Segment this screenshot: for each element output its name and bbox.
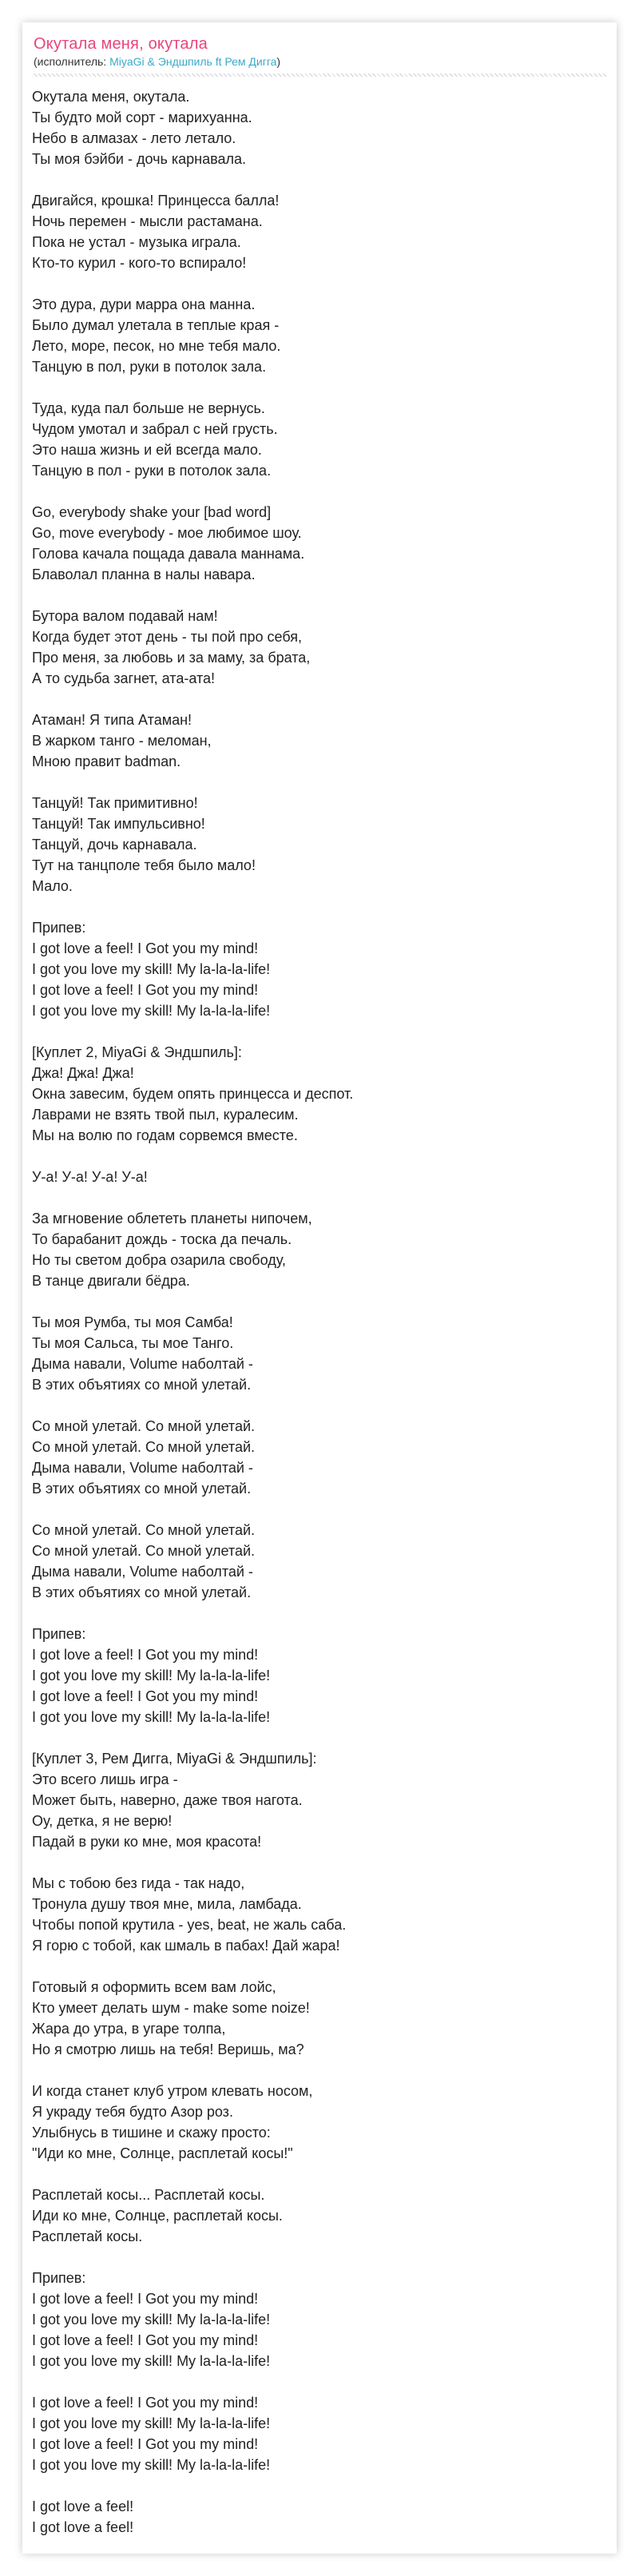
- lyrics-line: Я украду тебя будто Азор роз.: [32, 2104, 233, 2120]
- lyrics-stanza: [32, 2392, 617, 2475]
- lyrics-stanza: [32, 294, 617, 377]
- lyrics-line: Чтобы попой крутила - yes, beat, не жаль саба.: [32, 1917, 347, 1933]
- lyrics-stanza: [32, 1977, 617, 2060]
- lyrics-line: Дыма навали, Volume наболтай -: [32, 1564, 253, 1580]
- lyrics-line: В танце двигали бёдра.: [32, 1273, 190, 1289]
- lyrics-line: I got love a feel! I Got you my mind!: [32, 2395, 259, 2411]
- lyrics-line: Танцуй! Так импульсивно!: [32, 816, 205, 832]
- lyrics-line: У-а! У-а! У-а! У-а!: [32, 1169, 148, 1185]
- lyrics-line: Окутала меня, окутала.: [32, 89, 190, 105]
- divider: [32, 74, 607, 77]
- lyrics-line: За мгновение облететь планеты нипочем,: [32, 1210, 312, 1226]
- lyrics-line: I got you love my skill! My la-la-la-life!: [32, 2353, 271, 2369]
- lyrics-line: Кто-то курил - кого-то вспирало!: [32, 255, 247, 271]
- lyrics-stanza: [32, 2184, 617, 2247]
- performer-link[interactable]: MiyaGi & Эндшпиль ft Рем Дигга: [109, 55, 277, 68]
- lyrics-line: Мы с тобою без гида - так надо,: [32, 1875, 245, 1891]
- lyrics-card: [22, 22, 617, 2554]
- lyrics-line: Расплетай косы... Расплетай косы.: [32, 2187, 265, 2203]
- lyrics-line: Улыбнусь в тишине и скажу просто:: [32, 2125, 271, 2141]
- lyrics-line: Иди ко мне, Солнце, расплетай косы.: [32, 2208, 283, 2224]
- lyrics-line: Это наша жизнь и ей всегда мало.: [32, 442, 262, 458]
- lyrics-stanza: [32, 2268, 617, 2371]
- lyrics-line: Лаврами не взять твой пыл, куралесим.: [32, 1107, 299, 1123]
- lyrics-line: И когда станет клуб утром клевать носом,: [32, 2083, 313, 2099]
- lyrics-line: Про меня, за любовь и за маму, за брата,: [32, 650, 311, 666]
- lyrics-line: А то судьба загнет, ата-ата!: [32, 670, 216, 686]
- lyrics-line: Go, everybody shake your [bad word]: [32, 504, 272, 520]
- lyrics-line: I got love a feel! I Got you my mind!: [32, 2332, 259, 2348]
- lyrics-stanza: [32, 1167, 617, 1187]
- lyrics-stanza: [32, 2081, 617, 2164]
- lyrics-line: I got you love my skill! My la-la-la-life!: [32, 2415, 271, 2431]
- lyrics-line: I got love a feel!: [32, 2519, 134, 2535]
- lyrics-line: Блаволал планна в налы навара.: [32, 566, 256, 582]
- lyrics-line: Лето, море, песок, но мне тебя мало.: [32, 338, 281, 354]
- lyrics-line: I got you love my skill! My la-la-la-life!: [32, 961, 271, 977]
- lyrics-line: В этих объятиях со мной улетай.: [32, 1377, 252, 1393]
- performer-suffix: ): [276, 55, 281, 68]
- lyrics-stanza: [32, 606, 617, 689]
- lyrics-line: Небо в алмазах - лето летало.: [32, 130, 236, 146]
- lyrics-stanza: [32, 1624, 617, 1727]
- lyrics-stanza: [32, 917, 617, 1021]
- lyrics-line: Бутора валом подавай нам!: [32, 608, 218, 624]
- lyrics-stanza: [32, 1520, 617, 1603]
- lyrics-stanza: [32, 1873, 617, 1956]
- lyrics-stanza: [32, 398, 617, 481]
- lyrics-stanza: [32, 190, 617, 273]
- lyrics-line: Джа! Джа! Джа!: [32, 1065, 134, 1081]
- lyrics-line: [Куплет 2, MiyaGi & Эндшпиль]:: [32, 1044, 242, 1060]
- lyrics-line: Кто умеет делать шум - make some noize!: [32, 2000, 310, 2016]
- lyrics-stanza: [32, 1416, 617, 1499]
- lyrics-line: В этих объятиях со мной улетай.: [32, 1584, 252, 1600]
- lyrics-line: Это дура, дури марра она манна.: [32, 296, 256, 312]
- lyrics-line: Танцуй, дочь карнавала.: [32, 837, 197, 853]
- lyrics-stanza: [32, 2496, 617, 2538]
- lyrics-line: Припев:: [32, 1626, 86, 1642]
- lyrics-stanza: [32, 1312, 617, 1395]
- lyrics-line: Ночь перемен - мысли растамана.: [32, 213, 263, 229]
- lyrics-line: Атаман! Я типа Атаман!: [32, 712, 192, 728]
- lyrics-line: Танцую в пол, руки в потолок зала.: [32, 359, 267, 375]
- lyrics-line: Мало.: [32, 878, 73, 894]
- lyrics-line: Танцуй! Так примитивно!: [32, 795, 198, 811]
- lyrics-line: I got you love my skill! My la-la-la-life!: [32, 2457, 271, 2473]
- performer-prefix: (исполнитель:: [34, 55, 110, 68]
- lyrics-line: Мною правит badman.: [32, 753, 181, 769]
- lyrics-line: Дыма навали, Volume наболтай -: [32, 1460, 253, 1476]
- lyrics-line: I got love a feel! I Got you my mind!: [32, 940, 259, 956]
- lyrics-line: [Куплет 3, Рем Дигга, MiyaGi & Эндшпиль]:: [32, 1751, 317, 1767]
- lyrics-line: Со мной улетай. Со мной улетай.: [32, 1522, 256, 1538]
- lyrics-line: Тут на танцполе тебя было мало!: [32, 857, 256, 873]
- lyrics-line: I got you love my skill! My la-la-la-life!: [32, 1668, 271, 1684]
- lyrics-stanza: [32, 710, 617, 772]
- lyrics-line: Припев:: [32, 2270, 86, 2286]
- lyrics-line: В жарком танго - меломан,: [32, 733, 212, 749]
- lyrics-line: Со мной улетай. Со мной улетай.: [32, 1418, 256, 1434]
- lyrics-line: I got love a feel! I Got you my mind!: [32, 2291, 259, 2307]
- lyrics-line: Может быть, наверно, даже твоя нагота.: [32, 1792, 303, 1808]
- lyrics-line: Но я смотрю лишь на тебя! Веришь, ма?: [32, 2041, 304, 2057]
- lyrics-body: [32, 86, 617, 2538]
- lyrics-line: Ты моя Сальса, ты мое Танго.: [32, 1335, 234, 1351]
- lyrics-stanza: [32, 1208, 617, 1291]
- lyrics-line: Go, move everybody - мое любимое шоу.: [32, 525, 302, 541]
- lyrics-line: Падай в руки ко мне, моя красота!: [32, 1834, 262, 1850]
- lyrics-line: Двигайся, крошка! Принцесса балла!: [32, 193, 280, 209]
- lyrics-line: Припев:: [32, 920, 86, 936]
- lyrics-line: Чудом умотал и забрал с ней грусть.: [32, 421, 278, 437]
- lyrics-stanza: [32, 793, 617, 896]
- lyrics-line: Оу, детка, я не верю!: [32, 1813, 173, 1829]
- lyrics-line: Мы на волю по годам сорвемся вместе.: [32, 1127, 298, 1143]
- lyrics-stanza: [32, 1748, 617, 1852]
- lyrics-line: Со мной улетай. Со мной улетай.: [32, 1543, 256, 1559]
- lyrics-line: Тронула душу твоя мне, мила, ламбада.: [32, 1896, 302, 1912]
- lyrics-line: Но ты светом добра озарила свободу,: [32, 1252, 286, 1268]
- lyrics-line: Это всего лишь игра -: [32, 1771, 178, 1787]
- lyrics-line: Когда будет этот день - ты пой про себя,: [32, 629, 303, 645]
- lyrics-line: Пока не устал - музыка играла.: [32, 234, 241, 250]
- lyrics-line: Со мной улетай. Со мной улетай.: [32, 1439, 256, 1455]
- lyrics-stanza: [32, 86, 617, 169]
- lyrics-line: Танцую в пол - руки в потолок зала.: [32, 463, 272, 479]
- song-title: Окутала меня, окутала: [34, 35, 208, 53]
- lyrics-line: I got you love my skill! My la-la-la-life!: [32, 1709, 271, 1725]
- lyrics-line: I got love a feel! I Got you my mind!: [32, 1688, 259, 1704]
- lyrics-line: Ты моя бэйби - дочь карнавала.: [32, 151, 246, 167]
- lyrics-line: Ты будто мой сорт - марихуанна.: [32, 109, 252, 125]
- performer-line: [34, 54, 617, 69]
- lyrics-line: Голова качала пощада давала маннама.: [32, 546, 305, 562]
- lyrics-line: "Иди ко мне, Солнце, расплетай косы!": [32, 2145, 293, 2161]
- lyrics-line: Жара до утра, в угаре толпа,: [32, 2021, 226, 2037]
- lyrics-stanza: [32, 502, 617, 585]
- lyrics-line: Было думал улетала в теплые края -: [32, 317, 280, 333]
- lyrics-line: I got you love my skill! My la-la-la-life!: [32, 1003, 271, 1019]
- lyrics-line: В этих объятиях со мной улетай.: [32, 1481, 252, 1497]
- lyrics-line: I got love a feel! I Got you my mind!: [32, 982, 259, 998]
- lyrics-line: Дыма навали, Volume наболтай -: [32, 1356, 253, 1372]
- lyrics-line: Туда, куда пал больше не вернусь.: [32, 400, 265, 416]
- lyrics-line: I got you love my skill! My la-la-la-life!: [32, 2312, 271, 2328]
- lyrics-line: I got love a feel! I Got you my mind!: [32, 1647, 259, 1663]
- lyrics-line: Окна завесим, будем опять принцесса и деспот.: [32, 1086, 354, 1102]
- lyrics-line: I got love a feel! I Got you my mind!: [32, 2436, 259, 2452]
- lyrics-line: Расплетай косы.: [32, 2228, 143, 2244]
- lyrics-stanza: [32, 1042, 617, 1146]
- lyrics-line: I got love a feel!: [32, 2498, 134, 2514]
- lyrics-line: Ты моя Румба, ты моя Самба!: [32, 1314, 233, 1330]
- lyrics-line: Готовый я оформить всем вам лойс,: [32, 1979, 276, 1995]
- lyrics-line: Я горю с тобой, как шмаль в пабах! Дай жара!: [32, 1938, 340, 1954]
- lyrics-line: То барабанит дождь - тоска да печаль.: [32, 1231, 292, 1247]
